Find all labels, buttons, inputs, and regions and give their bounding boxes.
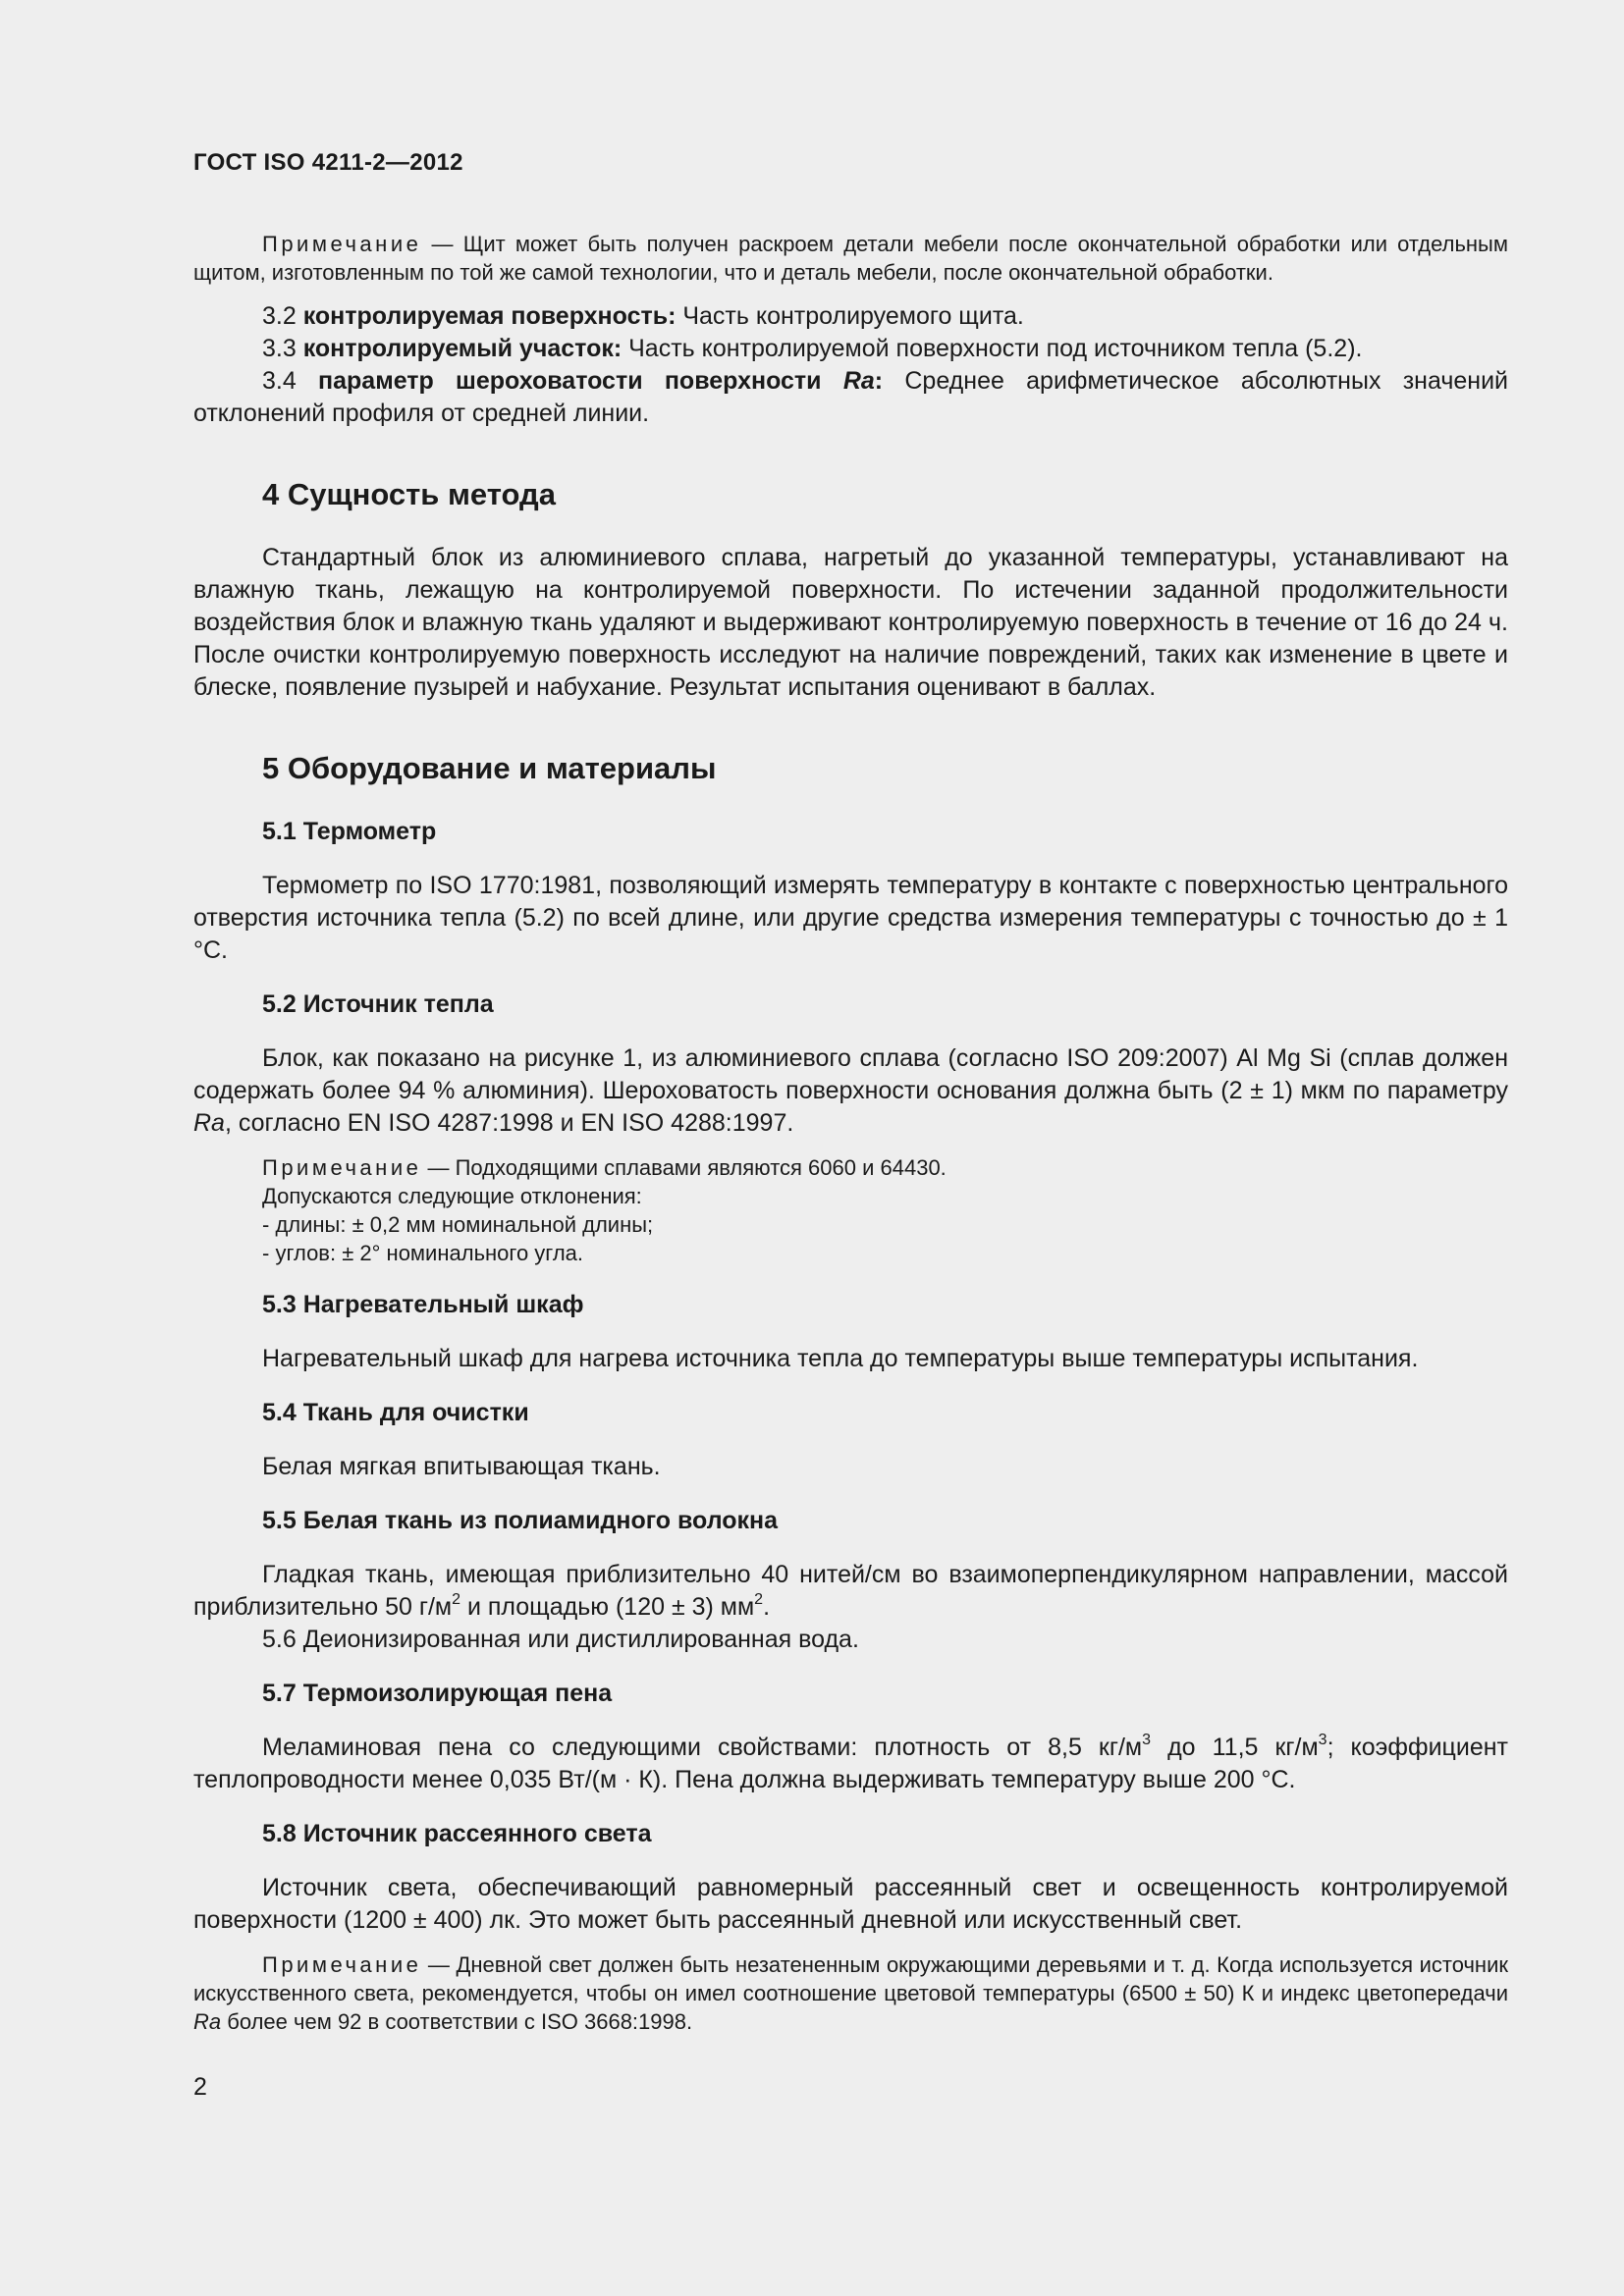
def-term-end: : — [874, 367, 884, 395]
def-text: Часть контролируемого щита. — [676, 302, 1024, 330]
subsection-5-5-text — [193, 1559, 1508, 1624]
subsection-5-1-text: Термометр по ISO 1770:1981, позволяющий измерять температуру в контакте с поверхностью центрального отверстия источника тепла (5.2) по всей длине, или другие средства измерения температуры с точностью до ± 1 °С. — [193, 872, 1508, 964]
note-dash: — — [421, 1155, 456, 1180]
def-term: контролируемая поверхность: — [302, 302, 677, 330]
def-term-italic: Ra — [842, 367, 875, 395]
note-text: Щит может быть получен раскроем детали мебели после окончательной обработки или отдельным щитом, изготовленным по той же самой технологии, что и деталь мебели, после окончательной обработки. — [193, 232, 1508, 285]
definition-3-3 — [193, 333, 1508, 365]
subsection-5-2-text — [193, 1042, 1508, 1140]
subsection-5-3-text: Нагревательный шкаф для нагрева источника тепла до температуры выше температуры испытания. — [262, 1345, 1419, 1372]
subsection-5-4-text: Белая мягкая впитывающая ткань. — [262, 1453, 661, 1480]
superscript: 2 — [754, 1590, 764, 1608]
note-dash: — — [421, 232, 463, 256]
text-part: Меламиновая пена со следующими свойствами: плотность от 8,5 кг/м — [262, 1734, 1143, 1761]
subsection-5-3-title: 5.3 Нагревательный шкаф — [262, 1291, 584, 1318]
text-part: до 11,5 кг/м — [1151, 1734, 1319, 1761]
def-number: 3.4 — [262, 367, 297, 395]
subsection-5-8-title: 5.8 Источник рассеянного света — [262, 1820, 652, 1847]
note-text: Дневной свет должен быть незатененным окружающими деревьями и т. д. Когда используется источник искусственного света, рекомендуется, чтобы он имел соотношение цветовой температуры (6500 ± 50) К и индекс цветопередачи — [193, 1952, 1508, 2005]
text-italic: Ra — [193, 1109, 225, 1137]
note-line: - длины: ± 0,2 мм номинальной длины; — [262, 1212, 654, 1237]
page-number: 2 — [193, 2073, 207, 2101]
subsection-5-7-title: 5.7 Термоизолирующая пена — [262, 1680, 613, 1707]
note-label: Примечание — [262, 232, 422, 256]
text-part: , согласно EN ISO 4287:1998 и EN ISO 4288:1997. — [224, 1109, 794, 1137]
def-text: Часть контролируемой поверхности под источником тепла (5.2). — [622, 335, 1363, 362]
text-part: Блок, как показано на рисунке 1, из алюминиевого сплава (согласно ISO 209:2007) Al Mg Si (сплав должен содержать более 94 % алюминия). Шероховатость поверхности основания должна быть (2 ± 1) мкм по параметру — [193, 1044, 1508, 1104]
subsection-5-8-note — [193, 1950, 1508, 2036]
subsection-5-6-text: 5.6 Деионизированная или дистиллированная вода. — [262, 1626, 859, 1653]
def-term-text: параметр шероховатости поверхности — [318, 367, 843, 395]
note-text: Подходящими сплавами являются 6060 и 64430. — [455, 1155, 947, 1180]
section-5-title: 5 Оборудование и материалы — [262, 751, 717, 785]
text-part: ; коэффициент теплопроводности менее 0,035 Вт/(м · К). Пена должна выдерживать температуру выше 200 °С. — [193, 1734, 1508, 1793]
subsection-5-2-note — [262, 1153, 1508, 1267]
subsection-5-8-text: Источник света, обеспечивающий равномерный рассеянный свет и освещенность контролируемой поверхности (1200 ± 400) лк. Это может быть рассеянный дневной или искусственный свет. — [193, 1874, 1508, 1934]
note-text: более чем 92 в соответствии с ISO 3668:1998. — [221, 2009, 693, 2034]
text-part: и площадью (120 ± 3) мм — [460, 1593, 755, 1621]
note-line: Допускаются следующие отклонения: — [262, 1184, 642, 1208]
document-header: ГОСТ ISO 4211-2—2012 — [193, 149, 463, 176]
superscript: 3 — [1142, 1731, 1152, 1748]
subsection-5-7-text — [193, 1732, 1508, 1796]
text-part: Гладкая ткань, имеющая приблизительно 40 нитей/см во взаимоперпендикулярном направлении, массой приблизительно 50 г/м — [193, 1561, 1508, 1621]
def-number: 3.3 — [262, 335, 297, 362]
def-term: контролируемый участок: — [302, 335, 623, 362]
note-intro — [193, 230, 1508, 287]
def-text: Среднее арифметическое абсолютных значений отклонений профиля от средней линии. — [193, 367, 1508, 427]
subsection-5-2-title: 5.2 Источник тепла — [262, 990, 494, 1018]
superscript: 2 — [452, 1590, 461, 1608]
definition-3-4 — [193, 365, 1508, 430]
section-4-title: 4 Сущность метода — [262, 477, 556, 511]
note-label: Примечание — [262, 1952, 422, 1977]
text-part: . — [763, 1593, 771, 1621]
note-line: - углов: ± 2° номинального угла. — [262, 1241, 584, 1265]
subsection-5-1-title: 5.1 Термометр — [262, 818, 437, 845]
note-italic: Ra — [193, 2009, 222, 2034]
note-dash: — — [421, 1952, 457, 1977]
def-term — [318, 367, 883, 395]
definition-3-2 — [193, 300, 1508, 333]
section-4-text: Стандартный блок из алюминиевого сплава, нагретый до указанной температуры, устанавливают на влажную ткань, лежащую на контролируемой поверхности. По истечении заданной продолжительности воздействия блок и влажную ткань удаляют и выдерживают контролируемую поверхность в течение от 16 до 24 ч. После очистки контролируемую поверхность исследуют на наличие повреждений, таких как изменение в цвете и блеске, появление пузырей и набухание. Результат испытания оценивают в баллах. — [193, 544, 1508, 701]
subsection-5-4-title: 5.4 Ткань для очистки — [262, 1399, 529, 1426]
def-number: 3.2 — [262, 302, 297, 330]
note-line — [262, 1153, 1508, 1182]
superscript: 3 — [1318, 1731, 1327, 1748]
subsection-5-5-title: 5.5 Белая ткань из полиамидного волокна — [262, 1507, 779, 1534]
note-label: Примечание — [262, 1155, 422, 1180]
